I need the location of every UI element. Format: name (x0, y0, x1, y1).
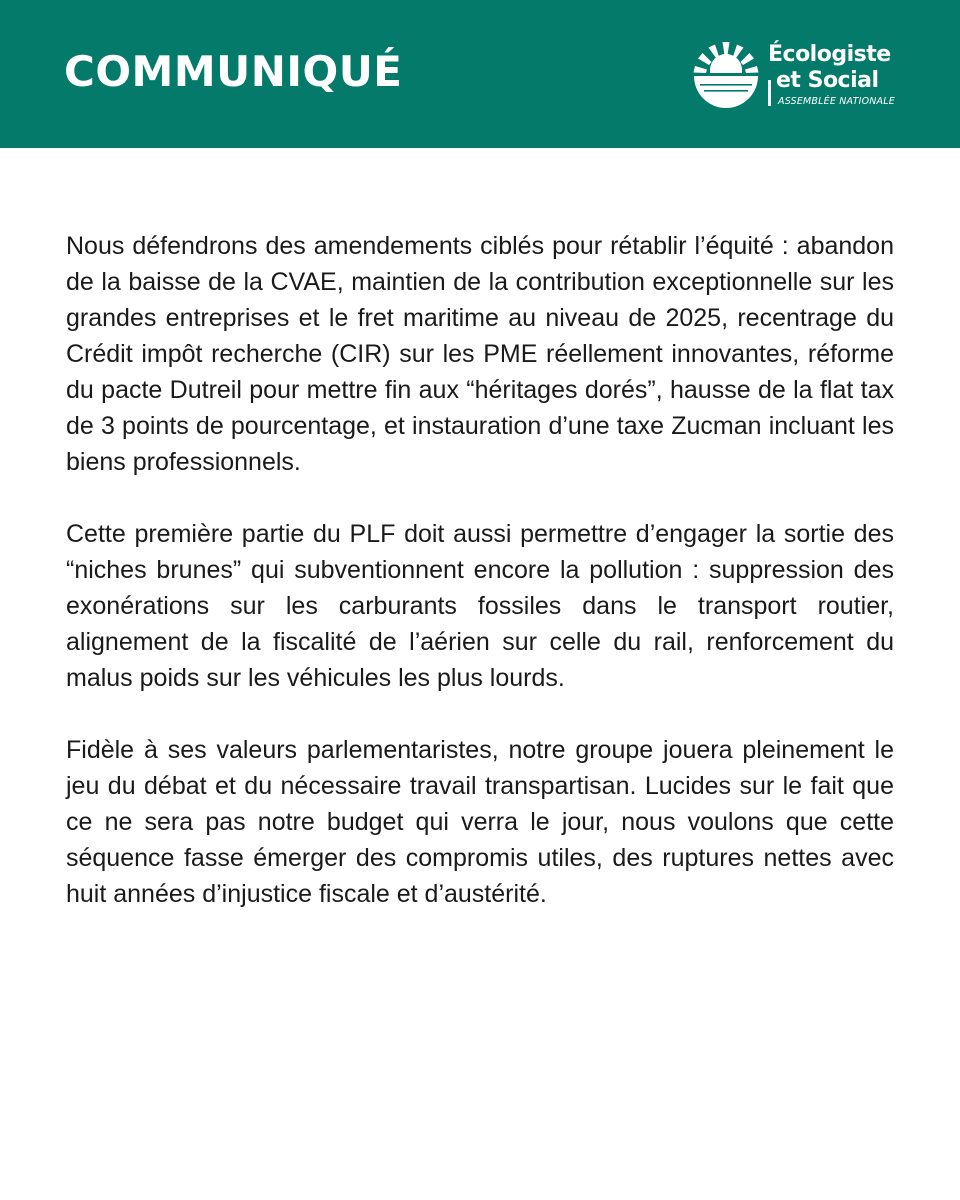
logo-subtitle: ASSEMBLÉE NATIONALE (778, 96, 895, 107)
paragraph-1: Nous défendrons des amendements ciblés pour rétablir l’équité : abandon de la baisse de la CVAE, maintien de la contribution exceptionnelle sur les grandes entreprises et le fret maritime au niveau de 2025, recentrage du Crédit impôt recherche (CIR) sur les PME réellement innovantes, réforme du pacte Dutreil pour mettre fin aux “héritages dorés”, hausse de la flat tax de 3 points de pourcentage, et instauration d’une taxe Zucman incluant les biens professionnels. (66, 232, 894, 476)
sun-logo-icon (692, 40, 760, 108)
logo-line-2: et Social (776, 68, 879, 93)
page-title: COMMUNIQUÉ (64, 47, 403, 96)
logo-divider (768, 80, 771, 106)
logo-line-1: Écologiste (768, 42, 891, 67)
paragraph-3: Fidèle à ses valeurs parlementaristes, notre groupe jouera pleinement le jeu du débat et du nécessaire travail transpartisan. Lucides sur le fait que ce ne sera pas notre budget qui verra le jour, nous voulons que cette séquence fasse émerger des compromis utiles, des ruptures nettes avec huit années d’injustice fiscale et d’austérité. (66, 736, 894, 908)
group-logo (692, 40, 912, 108)
communique-body (66, 228, 894, 948)
header-banner (0, 0, 960, 148)
paragraph-2: Cette première partie du PLF doit aussi permettre d’engager la sortie des “niches brunes” qui subventionnent encore la pollution : suppression des exonérations sur les carburants fossiles dans le transport routier, alignement de la fiscalité de l’aérien sur celle du rail, renforcement du malus poids sur les véhicules les plus lourds. (66, 520, 894, 692)
